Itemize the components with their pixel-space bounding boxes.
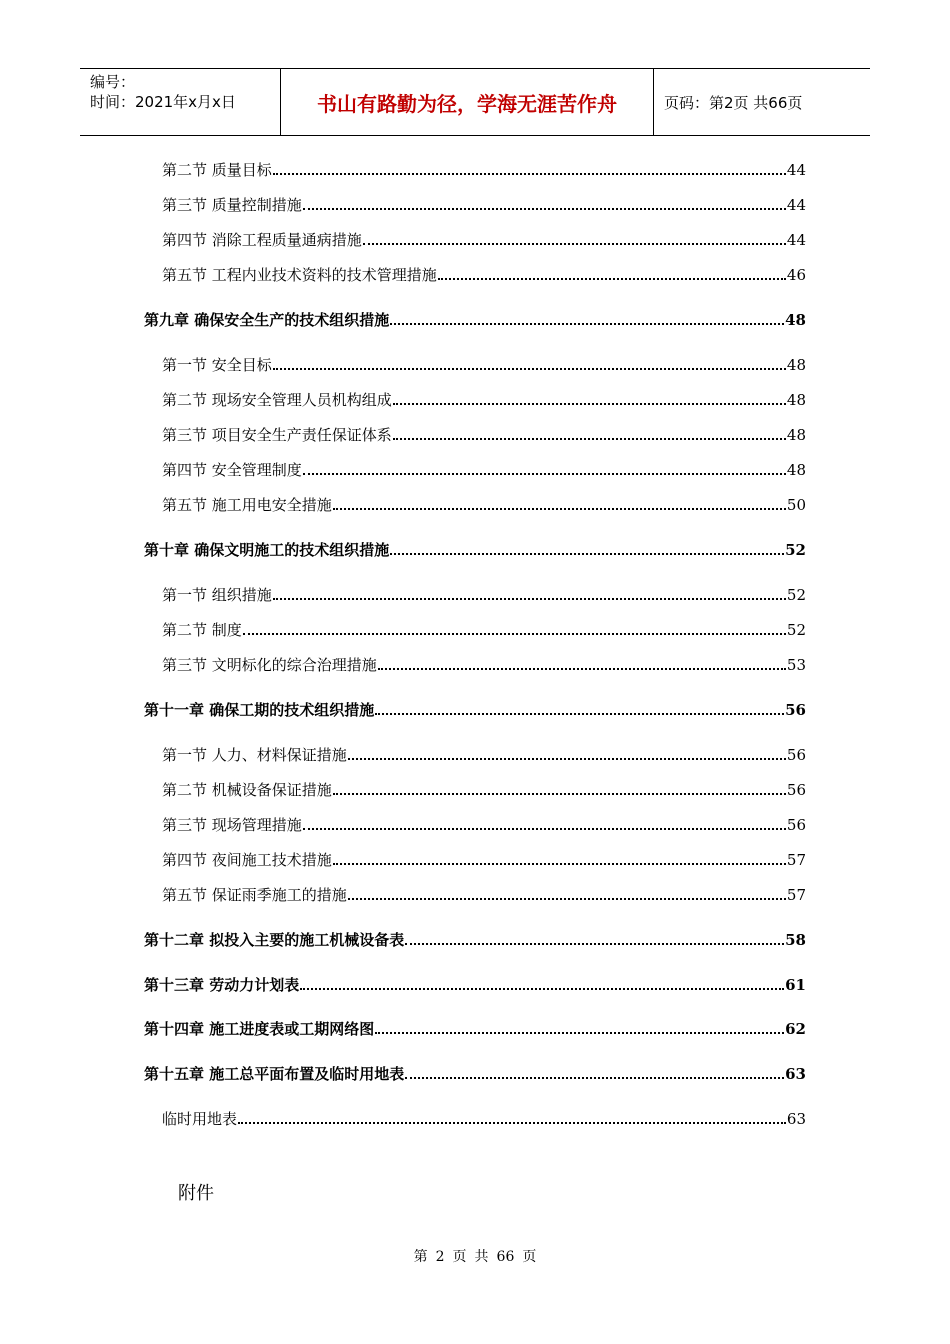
toc-section-entry[interactable]	[162, 1107, 806, 1129]
toc-leader-dots	[273, 598, 786, 600]
toc-entry-title: 第一节 组织措施	[162, 586, 272, 604]
toc-page-number: 48	[786, 356, 806, 374]
toc-section-entry[interactable]	[162, 263, 806, 285]
header-motto: 书山有路勤为径，学海无涯苦作舟	[317, 91, 617, 116]
toc-entry-title: 第十一章 确保工期的技术组织措施	[144, 701, 375, 719]
toc-section-entry[interactable]	[162, 228, 806, 250]
toc-chapter-entry[interactable]	[144, 538, 806, 560]
toc-section-entry[interactable]	[162, 618, 806, 640]
toc-leader-dots	[303, 828, 786, 830]
toc-section-entry[interactable]	[162, 883, 806, 905]
toc-leader-dots	[273, 173, 786, 175]
page-footer	[0, 1246, 950, 1266]
toc-leader-dots	[333, 508, 786, 510]
toc-page-number: 48	[785, 311, 806, 329]
toc-leader-dots	[390, 553, 784, 555]
header-page-info: 页码：第2页 共66页	[664, 93, 803, 112]
toc-entry-title: 第四节 夜间施工技术措施	[162, 851, 332, 869]
toc-entry-title: 第三节 现场管理措施	[162, 816, 302, 834]
toc-leader-dots	[333, 793, 786, 795]
toc-page-number: 48	[786, 426, 806, 444]
footer-page-number: 2	[435, 1249, 445, 1265]
toc-entry-title: 第五节 施工用电安全措施	[162, 496, 332, 514]
toc-section-entry[interactable]	[162, 583, 806, 605]
toc-page-number: 52	[786, 586, 806, 604]
document-date: 时间：2021年x月x日	[90, 93, 236, 111]
toc-chapter-entry[interactable]	[144, 973, 806, 995]
header-meta	[80, 69, 281, 135]
footer-text: 页	[452, 1249, 467, 1265]
toc-leader-dots	[378, 668, 786, 670]
toc-entry-title: 第四节 安全管理制度	[162, 461, 302, 479]
toc-section-entry[interactable]	[162, 158, 806, 180]
toc-page-number: 53	[786, 656, 806, 674]
toc-page-number: 58	[785, 931, 806, 949]
toc-chapter-entry[interactable]	[144, 928, 806, 950]
toc-leader-dots	[333, 863, 786, 865]
toc-entry-title: 第一节 人力、材料保证措施	[162, 746, 347, 764]
toc-leader-dots	[438, 278, 786, 280]
toc-section-entry[interactable]	[162, 653, 806, 675]
toc-page-number: 63	[786, 1110, 806, 1128]
toc-leader-dots	[300, 988, 784, 990]
toc-chapter-entry[interactable]	[144, 1017, 806, 1039]
toc-leader-dots	[405, 1077, 784, 1079]
footer-text: 页	[522, 1249, 537, 1265]
toc-page-number: 62	[785, 1020, 806, 1038]
toc-leader-dots	[238, 1122, 786, 1124]
toc-page-number: 57	[786, 851, 806, 869]
toc-entry-title: 第四节 消除工程质量通病措施	[162, 231, 362, 249]
toc-section-entry[interactable]	[162, 353, 806, 375]
toc-page-number: 48	[786, 461, 806, 479]
toc-page-number: 52	[785, 541, 806, 559]
toc-entry-title: 第三节 项目安全生产责任保证体系	[162, 426, 392, 444]
toc-chapter-entry[interactable]	[144, 308, 806, 330]
toc-page-number: 56	[785, 701, 806, 719]
toc-section-entry[interactable]	[162, 813, 806, 835]
toc-leader-dots	[390, 323, 784, 325]
toc-page-number: 48	[786, 391, 806, 409]
toc-entry-title: 第三节 文明标化的综合治理措施	[162, 656, 377, 674]
footer-total-pages: 66	[496, 1249, 515, 1265]
toc-leader-dots	[363, 243, 786, 245]
toc-page-number: 52	[786, 621, 806, 639]
toc-entry-title: 第十二章 拟投入主要的施工机械设备表	[144, 931, 405, 949]
toc-page-number: 46	[786, 266, 806, 284]
toc-leader-dots	[273, 368, 786, 370]
toc-leader-dots	[375, 713, 784, 715]
toc-leader-dots	[393, 438, 786, 440]
toc-entry-title: 第二节 机械设备保证措施	[162, 781, 332, 799]
toc-leader-dots	[405, 943, 784, 945]
toc-section-entry[interactable]	[162, 848, 806, 870]
toc-page-number: 61	[785, 976, 806, 994]
toc-section-entry[interactable]	[162, 778, 806, 800]
toc-page-number: 57	[786, 886, 806, 904]
toc-page-number: 63	[785, 1065, 806, 1083]
toc-entry-title: 第五节 保证雨季施工的措施	[162, 886, 347, 904]
toc-entry-title: 第十五章 施工总平面布置及临时用地表	[144, 1065, 405, 1083]
document-number-label: 编号：	[90, 73, 136, 91]
toc-section-entry[interactable]	[162, 193, 806, 215]
toc-leader-dots	[348, 898, 786, 900]
toc-section-entry[interactable]	[162, 458, 806, 480]
toc-entry-title: 第十四章 施工进度表或工期网络图	[144, 1020, 375, 1038]
toc-page-number: 50	[786, 496, 806, 514]
toc-entry-title: 第一节 安全目标	[162, 356, 272, 374]
toc-entry-title: 临时用地表	[162, 1110, 238, 1128]
toc-entry-title: 第十三章 劳动力计划表	[144, 976, 300, 994]
footer-text: 共	[474, 1249, 489, 1265]
toc-entry-title: 第二节 制度	[162, 621, 242, 639]
toc-leader-dots	[375, 1032, 784, 1034]
toc-entry-title: 第五节 工程内业技术资料的技术管理措施	[162, 266, 437, 284]
toc-chapter-entry[interactable]	[144, 1062, 806, 1084]
toc-section-entry[interactable]	[162, 388, 806, 410]
header-motto-cell	[281, 69, 654, 135]
toc-page-number: 56	[786, 781, 806, 799]
toc-section-entry[interactable]	[162, 423, 806, 445]
toc-entry-title: 第十章 确保文明施工的技术组织措施	[144, 541, 390, 559]
footer-text: 第	[413, 1249, 428, 1265]
toc-page-number: 44	[786, 161, 806, 179]
toc-page-number: 56	[786, 746, 806, 764]
toc-entry-title: 第二节 现场安全管理人员机构组成	[162, 391, 392, 409]
toc-entry-title: 第九章 确保安全生产的技术组织措施	[144, 311, 390, 329]
toc-entry-title: 第二节 质量目标	[162, 161, 272, 179]
toc-page-number: 56	[786, 816, 806, 834]
appendix-heading: 附件	[178, 1183, 214, 1204]
toc-section-entry[interactable]	[162, 743, 806, 765]
toc-chapter-entry[interactable]	[144, 698, 806, 720]
toc-leader-dots	[348, 758, 786, 760]
toc-page-number: 44	[786, 231, 806, 249]
toc-section-entry[interactable]	[162, 493, 806, 515]
toc-leader-dots	[303, 208, 786, 210]
toc-leader-dots	[393, 403, 786, 405]
toc-leader-dots	[243, 633, 786, 635]
toc-page-number: 44	[786, 196, 806, 214]
page-header	[80, 68, 870, 136]
toc-entry-title: 第三节 质量控制措施	[162, 196, 302, 214]
toc-leader-dots	[303, 473, 786, 475]
